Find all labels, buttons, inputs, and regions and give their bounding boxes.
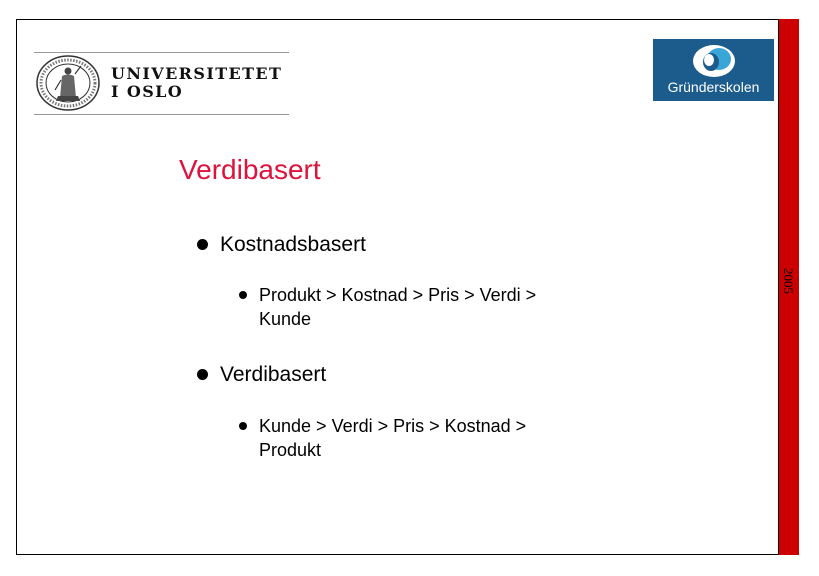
year-label: 2005 [781, 268, 796, 294]
grunderskolen-mark-icon [691, 43, 737, 79]
uio-wordmark [111, 65, 282, 101]
sub-bullet-text: Kunde > Verdi > Pris > Kostnad > Produkt [259, 416, 527, 460]
bullet-text: Verdibasert [220, 363, 327, 386]
year-label-container [775, 262, 801, 300]
uio-wordmark-line2: I OSLO [111, 82, 184, 101]
slide-title: Verdibasert [179, 154, 321, 185]
logo-divider-top [34, 52, 289, 53]
logo-divider-bottom [34, 114, 289, 115]
uio-seal-icon [35, 54, 101, 112]
sub-bullet-text: Produkt > Kostnad > Pris > Verdi > Kunde [259, 285, 537, 329]
sub-bullet-dot-icon [239, 291, 247, 299]
uio-logo [34, 52, 289, 115]
grunderskolen-logo [653, 39, 774, 101]
grunderskolen-wordmark: Gründerskolen [667, 79, 760, 95]
bullet-dot-icon [197, 239, 208, 250]
uio-wordmark-line1: UNIVERSITETET [111, 64, 283, 83]
bullet-dot-icon [197, 369, 208, 380]
sub-bullet-dot-icon [239, 422, 247, 430]
bullet-text: Kostnadsbasert [220, 233, 366, 256]
